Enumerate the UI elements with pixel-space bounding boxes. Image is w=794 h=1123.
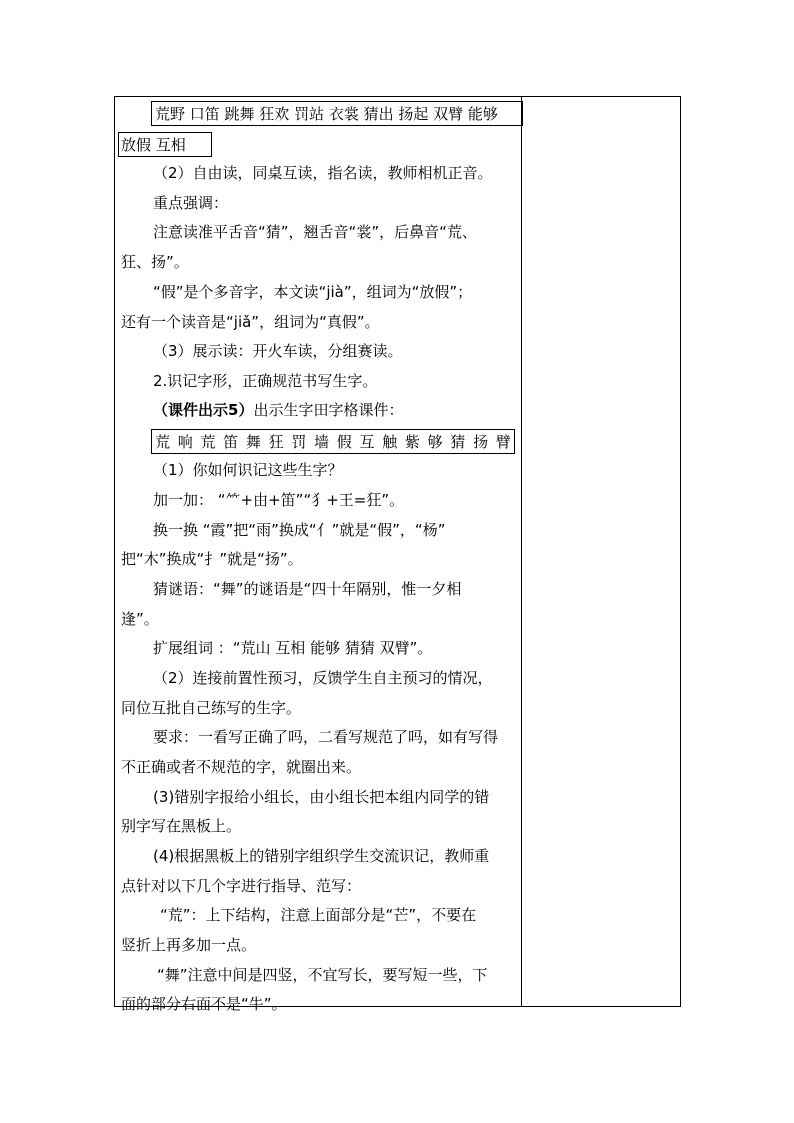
courseware-text: 出示生字田字格课件： bbox=[253, 401, 404, 419]
grid-char: 扬 bbox=[473, 433, 489, 451]
grid-char: 荒 bbox=[155, 433, 171, 451]
grid-char: 罚 bbox=[291, 433, 307, 451]
text-line: “荒”：上下结构，注意上面部分是“芒”，不要在 bbox=[160, 906, 477, 924]
text-line: (3)错别字报给小组长，由小组长把本组内同学的错 bbox=[153, 788, 490, 806]
text-line: 逢”。 bbox=[121, 610, 159, 628]
text-line: 重点强调： bbox=[153, 194, 229, 212]
text-line: （1）你如何识记这些生字？ bbox=[153, 461, 343, 479]
text-line: 猜谜语：“舞”的谜语是“四十年隔别，惟一夕相 bbox=[153, 580, 462, 598]
lesson-table bbox=[114, 96, 681, 1013]
text-line: 注意读准平舌音“猜”，翘舌音“裳”，后鼻音“荒、 bbox=[153, 223, 477, 241]
grid-char: 互 bbox=[359, 433, 375, 451]
text-line: 点针对以下几个字进行指导、范写： bbox=[121, 877, 362, 895]
grid-char: 够 bbox=[427, 433, 443, 451]
text-line: 狂、扬”。 bbox=[121, 253, 189, 271]
grid-char: 笛 bbox=[223, 433, 239, 451]
grid-char: 臂 bbox=[495, 433, 511, 451]
text-line: “舞”注意中间是四竖，不宜写长，要写短一些，下 bbox=[157, 966, 488, 984]
column-divider bbox=[521, 97, 522, 1006]
grid-char: 舞 bbox=[245, 433, 261, 451]
text-line: 把“木”换成“扌”就是“扬”。 bbox=[121, 550, 303, 568]
text-line: （3）展示读：开火车读，分组赛读。 bbox=[153, 342, 403, 360]
grid-char: 假 bbox=[336, 433, 352, 451]
grid-char: 墙 bbox=[314, 433, 330, 451]
grid-char: 荒 bbox=[200, 433, 216, 451]
grid-char: 狂 bbox=[268, 433, 284, 451]
text-line: “假”是个多音字，本文读“jià”，组词为“放假”； bbox=[153, 283, 473, 301]
text-line: 不正确或者不规范的字，就圈出来。 bbox=[121, 758, 362, 776]
courseware-label: （课件出示5） bbox=[153, 401, 254, 419]
text-line: (4)根据黑板上的错别字组织学生交流识记，教师重 bbox=[153, 847, 490, 865]
vocab-line2: 放假 互相 bbox=[121, 136, 186, 154]
text-line: 还有一个读音是“jiǎ”，组词为“真假”。 bbox=[121, 313, 380, 331]
grid-char: 响 bbox=[177, 433, 193, 451]
text-line: 别字写在黑板上。 bbox=[121, 817, 242, 835]
grid-char: 触 bbox=[382, 433, 398, 451]
text-line: 换一换 “霞”把“雨”换成“亻”就是“假”，“杨” bbox=[153, 521, 446, 539]
text-line: 面的部分右面不是“牛”。 bbox=[121, 995, 287, 1013]
text-line: 竖折上再多加一点。 bbox=[121, 936, 257, 954]
text-line bbox=[153, 400, 403, 420]
vocab-line1: 荒野 口笛 跳舞 狂欢 罚站 衣裳 猜出 扬起 双臂 能够 bbox=[155, 105, 498, 123]
text-line: 2.识记字形，正确规范书写生字。 bbox=[153, 372, 378, 390]
character-grid bbox=[151, 429, 515, 454]
grid-char: 猜 bbox=[450, 433, 466, 451]
text-line: （2）自由读，同桌互读，指名读，教师相机正音。 bbox=[153, 164, 493, 182]
text-line: （2）连接前置性预习，反馈学生自主预习的情况， bbox=[153, 669, 493, 687]
text-line: 同位互批自己练写的生字。 bbox=[121, 699, 302, 717]
text-line: 扩展组词 ：“荒山 互相 能够 猜猜 双臂”。 bbox=[153, 639, 433, 657]
grid-char: 紫 bbox=[404, 433, 420, 451]
text-line: 要求：一看写正确了吗，二看写规范了吗，如有写得 bbox=[153, 728, 499, 746]
text-line: 加一加： “⺮+由+笛”“犭+王=狂”。 bbox=[153, 491, 405, 509]
